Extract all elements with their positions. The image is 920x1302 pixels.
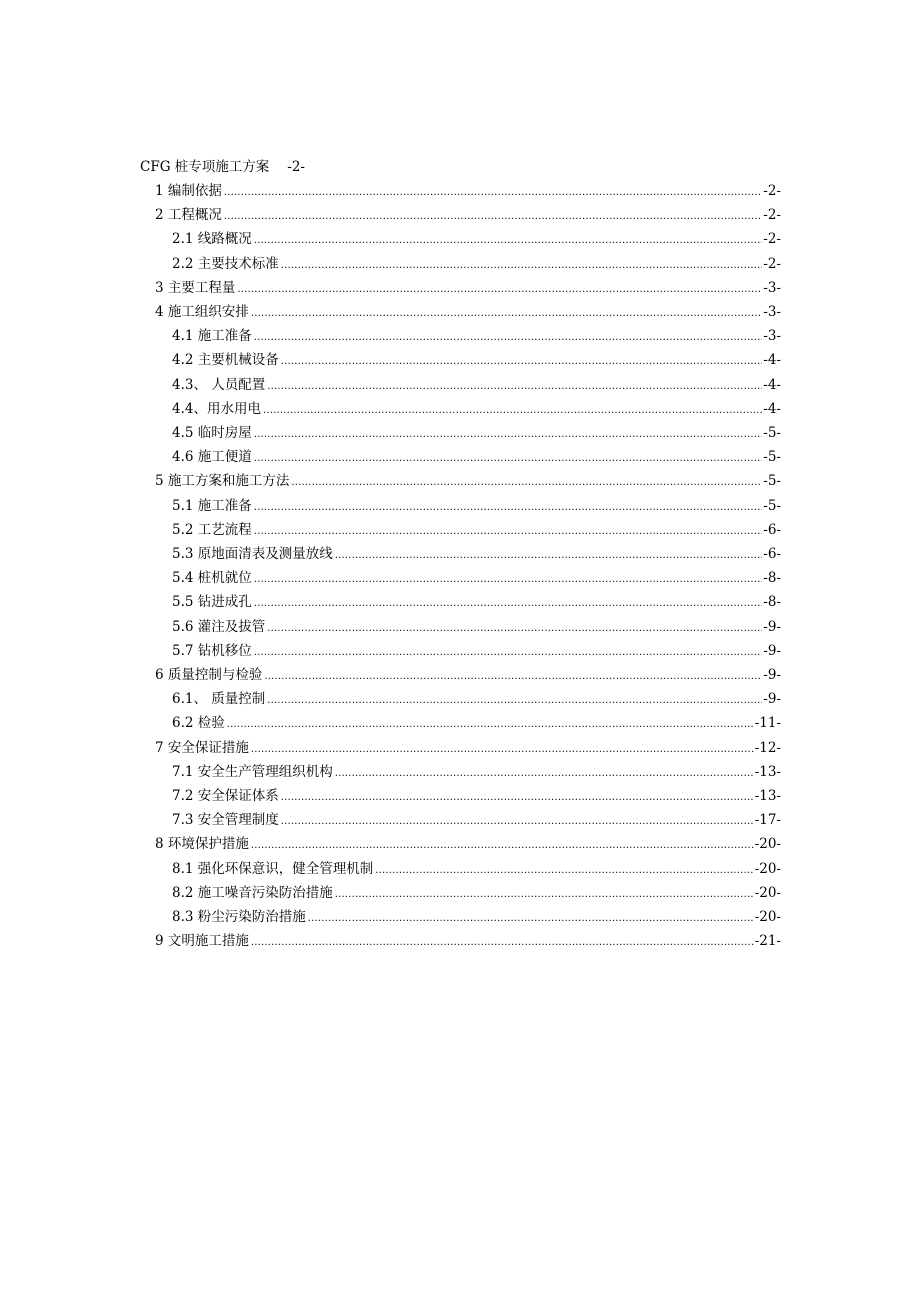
toc-entry-page: -20- xyxy=(754,860,781,877)
toc-entry-label: 4.3、 人员配置 xyxy=(172,376,266,393)
toc-entry-label: 2 工程概况 xyxy=(155,207,222,224)
toc-entry-label: 1 编制依据 xyxy=(155,183,222,199)
toc-entry[interactable] xyxy=(172,687,781,711)
toc-entry-page: -5- xyxy=(763,449,781,466)
dot-leader xyxy=(254,496,763,520)
toc-entry[interactable] xyxy=(172,421,781,445)
toc-entry[interactable] xyxy=(172,760,781,784)
dot-leader xyxy=(254,641,763,665)
toc-entry[interactable] xyxy=(155,203,781,227)
toc-entry-label: 5.4 桩机就位 xyxy=(172,570,252,587)
toc-entry-label: 5.2 工艺流程 xyxy=(172,521,252,538)
dot-leader xyxy=(267,375,762,399)
toc-entry[interactable] xyxy=(155,929,781,953)
toc-entry-page: -3- xyxy=(763,279,781,296)
toc-entry-page: -4- xyxy=(763,352,781,369)
dot-leader xyxy=(254,592,763,616)
toc-entry-label: 7.2 安全保证体系 xyxy=(172,788,279,804)
toc-entry[interactable] xyxy=(172,494,781,518)
dot-leader xyxy=(251,738,754,762)
dot-leader xyxy=(263,399,762,423)
dot-leader xyxy=(251,834,754,858)
toc-entry[interactable] xyxy=(155,469,781,493)
toc-entry-page: -13- xyxy=(754,763,781,780)
toc-entry-page: -3- xyxy=(763,328,781,345)
toc-entry-label: 5.6 灌注及拔管 xyxy=(172,618,266,635)
toc-entry[interactable] xyxy=(155,663,781,687)
toc-entry-label: 4.5 临时房屋 xyxy=(172,425,252,441)
toc-entry-page: -6- xyxy=(763,546,781,562)
toc-entry[interactable] xyxy=(172,373,781,397)
toc-entry-label: 4.2 主要机械设备 xyxy=(172,352,279,369)
dot-leader xyxy=(254,229,763,253)
toc-entry[interactable] xyxy=(172,445,781,469)
dot-leader xyxy=(224,205,762,229)
toc-entry-label: 7.3 安全管理制度 xyxy=(172,812,279,829)
toc-entry-label: 8.3 粉尘污染防治措施 xyxy=(172,909,306,925)
dot-leader xyxy=(264,665,762,689)
toc-entry-label: 5 施工方案和施工方法 xyxy=(155,473,290,490)
dot-leader xyxy=(251,931,754,955)
toc-entry-label: 7.1 安全生产管理组织机构 xyxy=(172,763,333,780)
dot-leader xyxy=(254,447,763,471)
toc-entry-label: 8 环境保护措施 xyxy=(155,836,249,853)
toc-entry[interactable] xyxy=(172,590,781,614)
toc-entry-page: -9- xyxy=(763,642,781,659)
toc-entry[interactable] xyxy=(172,542,781,566)
toc-entry[interactable] xyxy=(172,348,781,372)
toc-entry-page: -5- xyxy=(763,473,781,490)
toc-entry-label: 6.1、 质量控制 xyxy=(172,691,266,708)
toc-entry-label: 2.1 线路概况 xyxy=(172,231,252,248)
toc-entry-label: 5.5 钻进成孔 xyxy=(172,594,252,611)
dot-leader xyxy=(251,302,762,326)
toc-entry-label: 5.3 原地面清表及测量放线 xyxy=(172,546,333,562)
toc-entry-page: -13- xyxy=(754,788,781,804)
toc-entry[interactable] xyxy=(172,397,781,421)
toc-entry-label: 4 施工组织安排 xyxy=(155,304,249,320)
dot-leader xyxy=(281,810,754,834)
dot-leader xyxy=(254,568,763,592)
toc-entry[interactable] xyxy=(155,179,781,203)
dot-leader xyxy=(281,786,754,810)
toc-entry-page: -2- xyxy=(763,207,781,224)
toc-entry[interactable] xyxy=(172,784,781,808)
toc-entry[interactable] xyxy=(155,736,781,760)
toc-entry-page: -2- xyxy=(763,231,781,248)
toc-entry[interactable] xyxy=(155,300,781,324)
dot-leader xyxy=(291,471,762,495)
toc-entry[interactable] xyxy=(172,905,781,929)
toc-title: CFG 桩专项施工方案 xyxy=(140,159,270,175)
toc-entry-page: -12- xyxy=(754,739,781,756)
toc-entry-label: 4.1 施工准备 xyxy=(172,328,252,345)
toc-entry-page: -20- xyxy=(754,909,781,925)
toc-entry-label: 7 安全保证措施 xyxy=(155,739,249,756)
toc-entry[interactable] xyxy=(172,324,781,348)
toc-entry-label: 4.4、用水用电 xyxy=(172,400,261,417)
toc-entry-page: -8- xyxy=(763,594,781,611)
toc-entry-label: 6.2 检验 xyxy=(172,715,225,732)
dot-leader xyxy=(375,859,753,883)
toc-entry-label: 9 文明施工措施 xyxy=(155,933,249,950)
toc-entry-page: -5- xyxy=(763,425,781,441)
toc-entry-label: 5.7 钻机移位 xyxy=(172,642,252,659)
toc-entry[interactable] xyxy=(172,518,781,542)
dot-leader xyxy=(237,278,762,302)
dot-leader xyxy=(308,907,754,931)
toc-entry-page: -5- xyxy=(763,497,781,514)
toc-entry-page: -8- xyxy=(763,570,781,587)
dot-leader xyxy=(281,350,763,374)
toc-entry[interactable] xyxy=(172,252,781,276)
dot-leader xyxy=(267,689,762,713)
toc-entry-page: -9- xyxy=(763,618,781,635)
toc-entry-page: -2- xyxy=(763,255,781,272)
toc-entry[interactable] xyxy=(172,857,781,881)
toc-entry-page: -20- xyxy=(754,836,781,853)
toc-entry[interactable] xyxy=(155,832,781,856)
dot-leader xyxy=(227,713,754,737)
toc-entry-label: 6 质量控制与检验 xyxy=(155,667,263,683)
toc-entry-page: -6- xyxy=(763,521,781,538)
toc-entry-page: -4- xyxy=(763,400,781,417)
toc-entry[interactable] xyxy=(172,566,781,590)
toc-entry-label: 8.1 强化环保意识，健全管理机制 xyxy=(172,860,374,877)
dot-leader xyxy=(281,254,763,278)
toc-entry-page: -2- xyxy=(763,183,781,199)
toc-entry-label: 5.1 施工准备 xyxy=(172,497,252,514)
dot-leader xyxy=(267,617,762,641)
dot-leader xyxy=(335,544,763,568)
dot-leader xyxy=(254,520,763,544)
toc-entry-page: -3- xyxy=(763,304,781,320)
toc-title-line xyxy=(140,155,305,179)
toc-entry-page: -20- xyxy=(754,884,781,901)
toc-entry[interactable] xyxy=(172,615,781,639)
toc-entry[interactable] xyxy=(172,881,781,905)
toc-entry-page: -9- xyxy=(763,667,781,683)
toc-entry[interactable] xyxy=(172,639,781,663)
toc-entry-page: -21- xyxy=(754,933,781,950)
toc-entry-label: 8.2 施工噪音污染防治措施 xyxy=(172,884,333,901)
dot-leader xyxy=(335,883,754,907)
toc-title-page: -2- xyxy=(287,159,305,175)
toc-entry-page: -17- xyxy=(754,812,781,829)
dot-leader xyxy=(254,423,763,447)
toc-entry[interactable] xyxy=(172,711,781,735)
dot-leader xyxy=(254,326,763,350)
toc-entry-page: -4- xyxy=(763,376,781,393)
toc-entry-page: -11- xyxy=(754,715,781,732)
dot-leader xyxy=(224,181,762,205)
toc-entry[interactable] xyxy=(172,808,781,832)
toc-entry-label: 4.6 施工便道 xyxy=(172,449,252,466)
dot-leader xyxy=(335,762,754,786)
toc-entry[interactable] xyxy=(172,227,781,251)
toc-entry-label: 3 主要工程量 xyxy=(155,279,236,296)
toc-entry[interactable] xyxy=(155,276,781,300)
toc-entry-page: -9- xyxy=(763,691,781,708)
toc-entry-label: 2.2 主要技术标准 xyxy=(172,255,279,272)
